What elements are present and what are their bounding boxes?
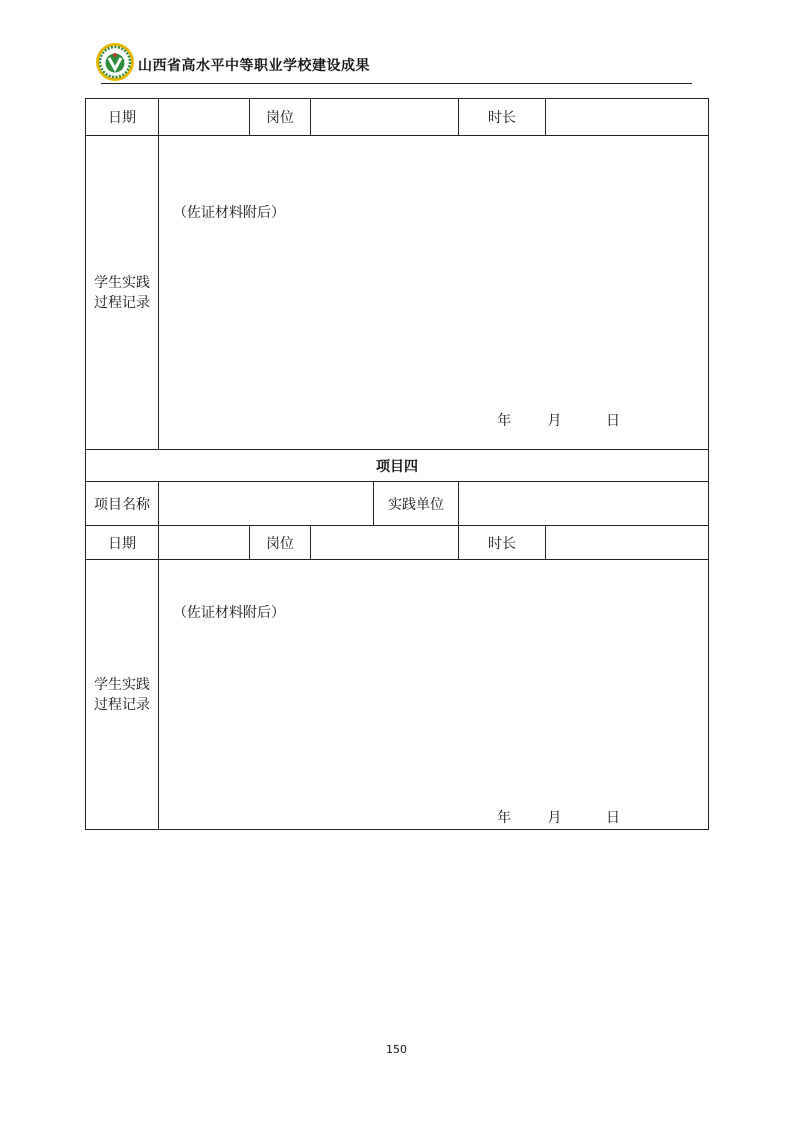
date-label: 日期 bbox=[86, 99, 159, 136]
project-name-field[interactable] bbox=[159, 482, 374, 526]
record-date-line bbox=[497, 807, 620, 827]
date-day-label: 日 bbox=[606, 810, 620, 826]
project-name-label: 项目名称 bbox=[86, 482, 159, 526]
date-year-label: 年 bbox=[497, 413, 512, 429]
practice-record-form bbox=[85, 98, 709, 830]
date-month-label: 月 bbox=[547, 413, 562, 429]
post-field[interactable] bbox=[311, 99, 459, 136]
record-note: （佐证材料附后） bbox=[173, 205, 285, 221]
record-label-line2: 过程记录 bbox=[94, 696, 150, 713]
record-field[interactable] bbox=[159, 136, 709, 450]
section-title: 项目四 bbox=[86, 450, 709, 482]
duration-field[interactable] bbox=[546, 99, 709, 136]
school-emblem-icon bbox=[95, 42, 135, 82]
duration-label: 时长 bbox=[459, 526, 546, 560]
header-divider bbox=[101, 83, 692, 84]
block2-record-row bbox=[86, 560, 709, 830]
record-label-line1: 学生实践 bbox=[94, 676, 150, 693]
block2-title-row bbox=[86, 450, 709, 482]
duration-label: 时长 bbox=[459, 99, 546, 136]
post-field[interactable] bbox=[311, 526, 459, 560]
record-field[interactable] bbox=[159, 560, 709, 830]
date-field[interactable] bbox=[159, 99, 250, 136]
record-label-line1: 学生实践 bbox=[94, 274, 150, 291]
header-title: 山西省高水平中等职业学校建设成果 bbox=[138, 58, 370, 74]
block2-project-row bbox=[86, 482, 709, 526]
date-month-label: 月 bbox=[547, 810, 562, 826]
record-date-line bbox=[497, 410, 620, 430]
date-year-label: 年 bbox=[497, 810, 512, 826]
page-header bbox=[95, 42, 692, 86]
post-label: 岗位 bbox=[250, 99, 311, 136]
date-label: 日期 bbox=[86, 526, 159, 560]
post-label: 岗位 bbox=[250, 526, 311, 560]
practice-unit-field[interactable] bbox=[459, 482, 709, 526]
duration-field[interactable] bbox=[546, 526, 709, 560]
practice-unit-label: 实践单位 bbox=[374, 482, 459, 526]
record-label bbox=[86, 136, 159, 450]
block1-record-row bbox=[86, 136, 709, 450]
record-note: （佐证材料附后） bbox=[173, 605, 285, 621]
date-day-label: 日 bbox=[606, 413, 620, 429]
page-number: 150 bbox=[386, 1043, 407, 1056]
block2-info-row bbox=[86, 526, 709, 560]
record-label bbox=[86, 560, 159, 830]
date-field[interactable] bbox=[159, 526, 250, 560]
block1-info-row bbox=[86, 99, 709, 136]
record-label-line2: 过程记录 bbox=[94, 294, 150, 311]
